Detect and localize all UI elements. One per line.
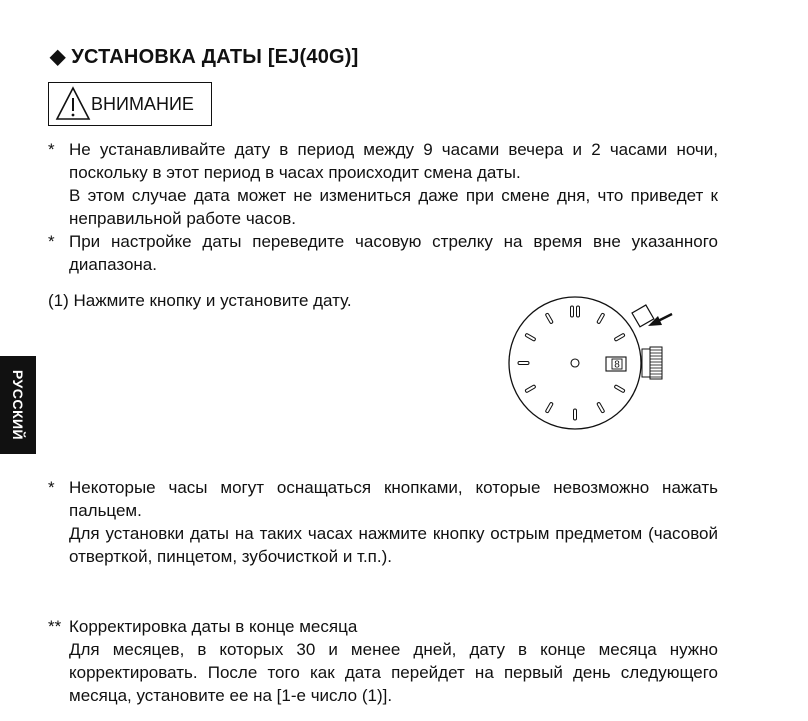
language-side-tab bbox=[0, 356, 36, 454]
note-month-end-correction bbox=[48, 615, 718, 707]
note-mark: * bbox=[48, 140, 55, 159]
note-paragraph: Некоторые часы могут оснащаться кнопками, которые невозможно нажать пальцем. bbox=[69, 478, 718, 520]
date-window-digit: 8 bbox=[614, 359, 620, 371]
page-title: ◆ УСТАНОВКА ДАТЫ [EJ(40G)] bbox=[50, 46, 359, 68]
warning-triangle-icon bbox=[55, 85, 91, 121]
note-paragraph: Для установки даты на таких часах нажмите кнопку острым предметом (часовой отверткой, пинцетом, зубочисткой и т.п.). bbox=[69, 524, 718, 566]
note-paragraph: Не устанавливайте дату в период между 9 часами вечера и 2 часами ночи, поскольку в этот период в часах происходит смена даты. bbox=[69, 140, 718, 182]
note-heading: Корректировка даты в конце месяца bbox=[69, 617, 358, 636]
watch-face-icon bbox=[500, 285, 690, 445]
note-paragraph: Для месяцев, в которых 30 и менее дней, дату в конце месяца нужно корректировать. После того как дата перейдет на первый день следующего месяца, установите ее на [1-е число (1)]. bbox=[69, 640, 718, 705]
note-mark: ** bbox=[48, 617, 62, 636]
note-mark: * bbox=[48, 232, 55, 251]
language-tab-label: РУССКИЙ bbox=[10, 369, 26, 441]
note-date-change-period bbox=[48, 138, 718, 230]
note-hour-hand bbox=[48, 230, 718, 276]
step-1-instruction: (1) Нажмите кнопку и установите дату. bbox=[48, 291, 352, 310]
note-mark: * bbox=[48, 478, 55, 497]
caution-box bbox=[48, 82, 212, 126]
caution-label: ВНИМАНИЕ bbox=[91, 94, 194, 114]
note-sharp-object bbox=[48, 476, 718, 568]
note-paragraph: В этом случае дата может не измениться даже при смене дня, что приведет к неправильной работе часов. bbox=[69, 186, 718, 228]
note-paragraph: При настройке даты переведите часовую стрелку на время вне указанного диапазона. bbox=[69, 232, 718, 274]
